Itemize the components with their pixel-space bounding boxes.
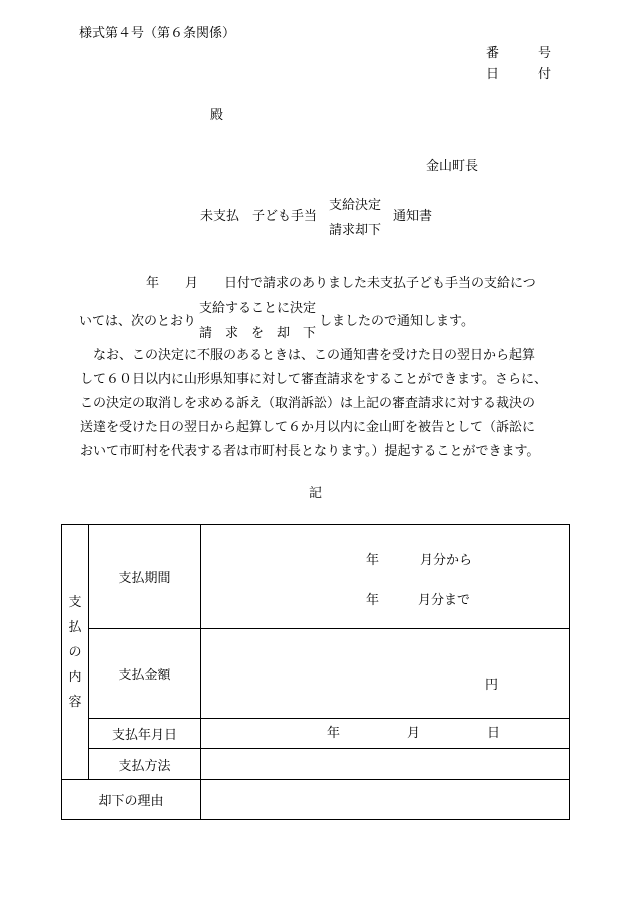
- notice-line: この決定の取消しを求める訴え（取消訴訟）は上記の審査請求に対する裁決の: [80, 396, 536, 411]
- notice-line: 送達を受けた日の翌日から起算して６か月以内に金山町を被告として（訴訟に: [80, 420, 536, 435]
- ki-heading: 記: [309, 486, 323, 501]
- title-option-bottom: 請求却下: [329, 223, 382, 238]
- notice-paragraph: [80, 344, 560, 464]
- title-prefix: 未支払 子ども手当: [200, 209, 318, 224]
- date-day: 日: [487, 726, 501, 741]
- number-label: 番 号: [486, 46, 552, 61]
- amount-unit: 円: [485, 678, 499, 693]
- rejection-reason-field[interactable]: [201, 780, 570, 820]
- table-row: [62, 780, 570, 820]
- table-row: [62, 525, 570, 629]
- body-line-1: 年 月 日付で請求のありました未支払子ども手当の支給につ: [146, 276, 536, 291]
- body-line-2-option-top: 支給することに決定: [199, 301, 317, 316]
- rejection-reason-label: 却下の理由: [62, 780, 201, 820]
- date-year: 年: [327, 726, 341, 741]
- notice-line: して６０日以内に山形県知事に対して審査請求をすることができます。さらに、: [80, 372, 547, 387]
- payment-period-field[interactable]: [201, 525, 570, 629]
- payment-amount-label: 支払金額: [89, 629, 201, 719]
- payment-details-table: [61, 524, 570, 820]
- title-option-top: 支給決定: [329, 198, 382, 213]
- body-line-2-suffix: しましたので通知します。: [319, 314, 474, 329]
- notice-line: なお、この決定に不服のあるときは、この通知書を受けた日の翌日から起算: [80, 348, 536, 363]
- payment-period-label: 支払期間: [89, 525, 201, 629]
- date-label: 日 付: [486, 67, 552, 82]
- payment-method-label: 支払方法: [89, 749, 201, 780]
- period-from-month: 月分から: [420, 553, 473, 568]
- period-to-year: 年: [366, 593, 380, 608]
- table-row: [62, 719, 570, 749]
- addressee-suffix: 殿: [210, 108, 224, 123]
- payment-date-label: 支払年月日: [89, 719, 201, 749]
- table-row: [62, 749, 570, 780]
- notice-line: おいて市町村を代表する者は市町村長となります。）提起することができます。: [80, 444, 540, 459]
- issuer: 金山町長: [426, 159, 479, 174]
- period-to-month: 月分まで: [418, 593, 471, 608]
- body-line-2-prefix: いては、次のとおり: [79, 314, 197, 329]
- payment-contents-label: 支 払 の 内 容: [62, 525, 89, 780]
- payment-date-field[interactable]: [201, 719, 570, 749]
- title-suffix: 通知書: [393, 209, 433, 224]
- payment-amount-field[interactable]: [201, 629, 570, 719]
- period-from-year: 年: [366, 553, 380, 568]
- date-month: 月: [407, 726, 421, 741]
- body-line-2-option-bottom: 請 求 を 却 下: [199, 326, 317, 341]
- payment-method-field[interactable]: [201, 749, 570, 780]
- form-number: 様式第４号（第６条関係）: [79, 26, 236, 41]
- table-row: [62, 629, 570, 719]
